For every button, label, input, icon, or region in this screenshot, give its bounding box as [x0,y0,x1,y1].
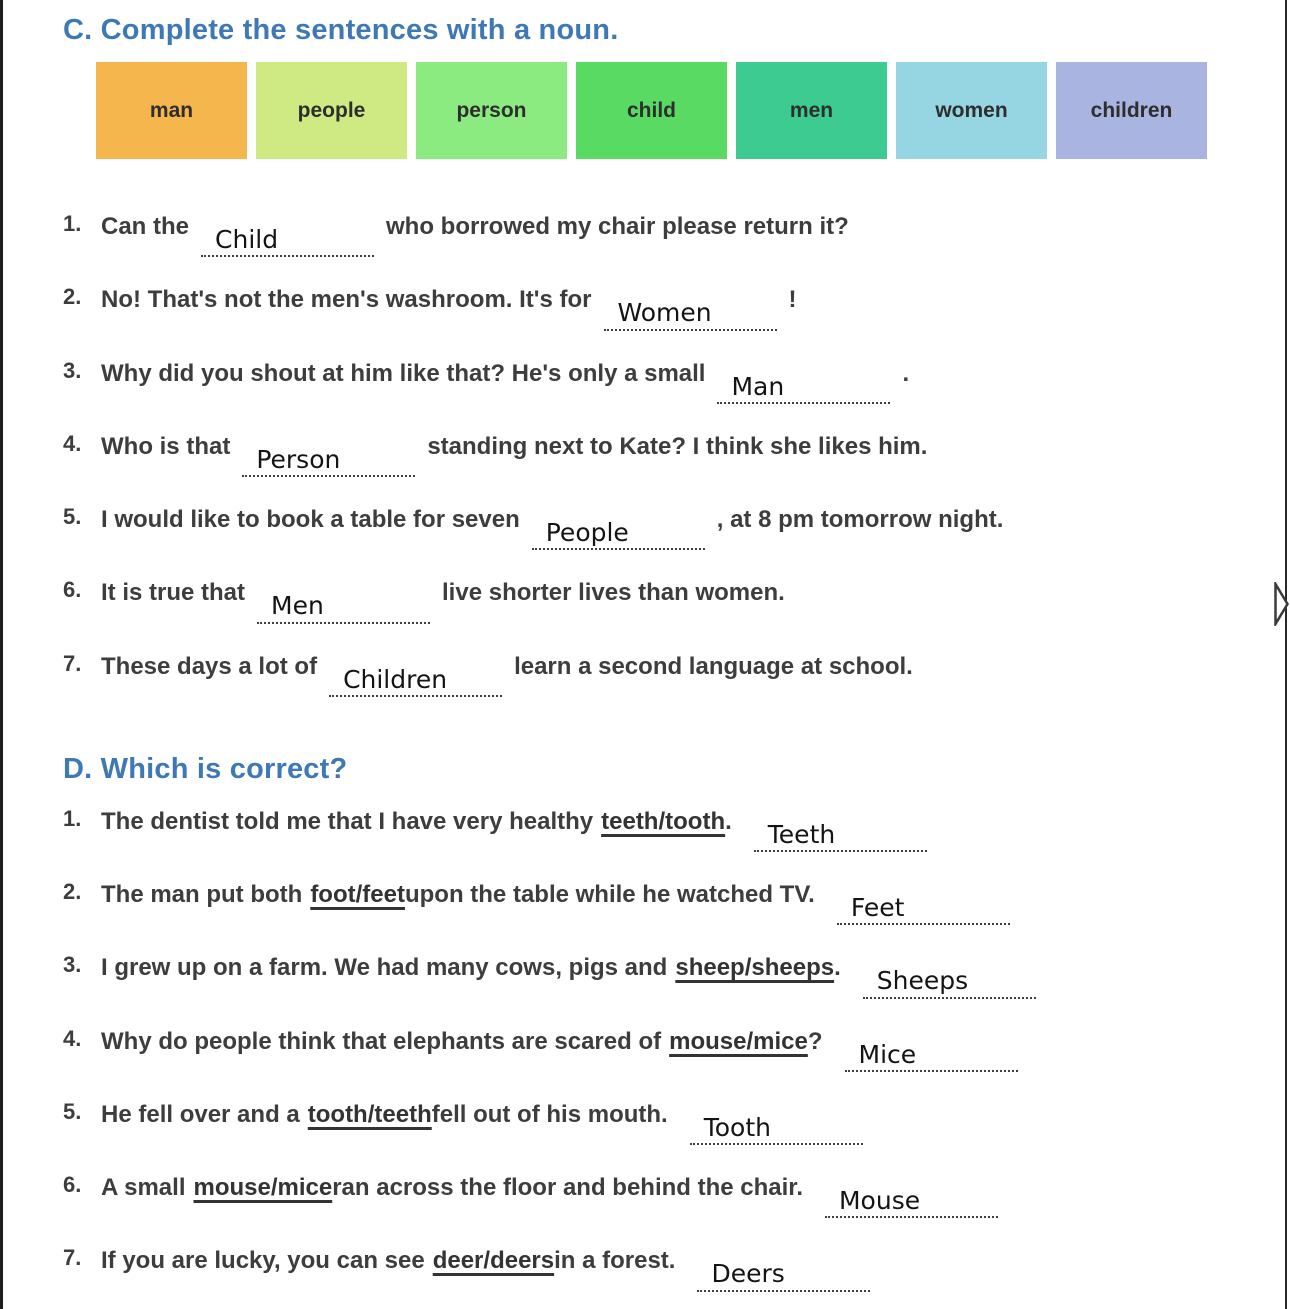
word-choice[interactable]: foot/feet [310,881,405,908]
word-chip-label: man [149,98,194,122]
item-number: 2. [63,879,82,904]
word-chip-label: child [626,98,676,122]
sentence-post-text: ? [807,1027,823,1055]
sentence-row-c7 [63,650,1290,694]
sentence-row-c4 [63,430,1290,474]
sentence-pre-text: Can the [101,213,190,240]
word-chip-label: people [297,98,366,122]
sentence-row-c5 [63,504,1290,547]
sentence-post-text: standing next to Kate? I think she likes him. [427,432,928,460]
word-choice[interactable]: tooth/teeth [307,1100,432,1128]
page-left-border [0,0,3,1309]
sentence-pre-text: It is true that [101,579,246,607]
word-chip-label: children [1090,98,1173,122]
sentence-pre-text: These days a lot of [101,652,318,680]
word-choice[interactable]: mouse/mice [193,1174,333,1201]
word-chip-label: person [456,98,527,122]
sentence-pre-text: I would like to book a table for seven [101,506,520,533]
answer-blank[interactable]: Women [604,300,777,330]
sentence-pre-text: A small [101,1174,186,1201]
answer-blank[interactable]: Feet [837,895,1010,925]
sentence-row-c6 [63,577,1290,621]
sentence-post-text: ran across the floor and behind the chair. [332,1174,803,1201]
sentence-pre-text: If you are lucky, you can see [101,1247,425,1275]
item-number: 7. [63,650,82,676]
sentence-row-d7 [63,1245,1290,1289]
section-d-title: D. Which is correct? [63,752,348,785]
word-choice[interactable]: deer/deers [432,1247,555,1275]
word-chip-label: women [935,98,1008,122]
word-chip-men[interactable] [736,62,887,159]
answer-blank[interactable]: Mice [845,1042,1018,1072]
sentence-row-d6 [63,1172,1290,1215]
answer-blank[interactable]: People [532,520,705,550]
mouse-cursor-icon [1274,582,1289,626]
page-right-border [1285,0,1287,1309]
sentence-post-text: live shorter lives than women. [442,579,785,607]
answer-blank[interactable]: Child [201,227,374,257]
word-choice[interactable]: teeth/tooth [601,807,726,835]
sentence-row-d2 [63,879,1290,922]
sentence-post-text: upon the table while he watched TV. [404,881,815,908]
answer-blank[interactable]: Mouse [825,1188,998,1218]
sentence-row-d3 [63,952,1290,996]
word-chip-women[interactable] [896,62,1047,159]
item-number: 4. [63,1025,82,1051]
sentence-pre-text: Why did you shout at him like that? He's only a small [101,359,706,387]
sentence-row-c3 [63,357,1290,401]
sentence-pre-text: The man put both [101,881,303,908]
item-number: 5. [63,1098,82,1124]
section-c-title: C. Complete the sentences with a noun. [63,14,619,46]
answer-blank[interactable]: Sheeps [863,968,1036,998]
section-c-items [63,211,1290,694]
answer-blank[interactable]: Teeth [754,822,927,852]
sentence-pre-text: The dentist told me that I have very healthy [101,807,594,835]
sentence-row-d1 [63,805,1290,849]
answer-blank[interactable]: Man [717,374,890,404]
sentence-post-text: learn a second language at school. [514,652,913,680]
item-number: 1. [63,211,82,236]
answer-blank[interactable]: Deers [697,1261,870,1291]
sentence-row-d5 [63,1098,1290,1142]
answer-blank[interactable]: Men [257,593,430,623]
item-number: 4. [63,430,82,456]
sentence-post-text: who borrowed my chair please return it? [386,213,849,240]
sentence-pre-text: Why do people think that elephants are scared of [101,1027,662,1055]
section-d-items [63,805,1290,1289]
sentence-post-text: ! [788,286,797,314]
word-chip-person[interactable] [416,62,567,159]
sentence-pre-text: I grew up on a farm. We had many cows, pigs and [101,954,668,982]
item-number: 3. [63,952,82,978]
sentence-pre-text: He fell over and a [101,1100,300,1128]
sentence-post-text: . [902,359,910,387]
item-number: 6. [63,1172,82,1197]
answer-blank[interactable]: Tooth [690,1115,863,1145]
word-chip-child[interactable] [576,62,727,159]
sentence-row-c1 [63,211,1290,254]
item-number: 6. [63,577,82,603]
item-number: 1. [63,805,82,831]
word-chip-people[interactable] [256,62,407,159]
sentence-row-d4 [63,1025,1290,1069]
answer-blank[interactable]: Children [329,667,502,697]
item-number: 5. [63,504,82,529]
word-choice[interactable]: sheep/sheeps [675,954,835,982]
sentence-pre-text: No! That's not the men's washroom. It's for [101,286,592,314]
sentence-post-text: fell out of his mouth. [431,1100,668,1128]
sentence-post-text: in a forest. [554,1247,676,1275]
sentence-row-c2 [63,284,1290,328]
item-number: 3. [63,357,82,383]
word-chip-label: men [789,98,834,122]
sentence-post-text: . [834,954,841,982]
word-bank [96,62,1290,159]
sentence-post-text: , at 8 pm tomorrow night. [716,506,1004,533]
answer-blank[interactable]: Person [242,447,415,477]
word-choice[interactable]: mouse/mice [669,1027,808,1055]
word-chip-man[interactable] [96,62,247,159]
item-number: 7. [63,1245,82,1271]
sentence-pre-text: Who is that [101,432,231,460]
word-chip-children[interactable] [1056,62,1207,159]
item-number: 2. [63,284,82,310]
sentence-post-text: . [725,807,732,835]
